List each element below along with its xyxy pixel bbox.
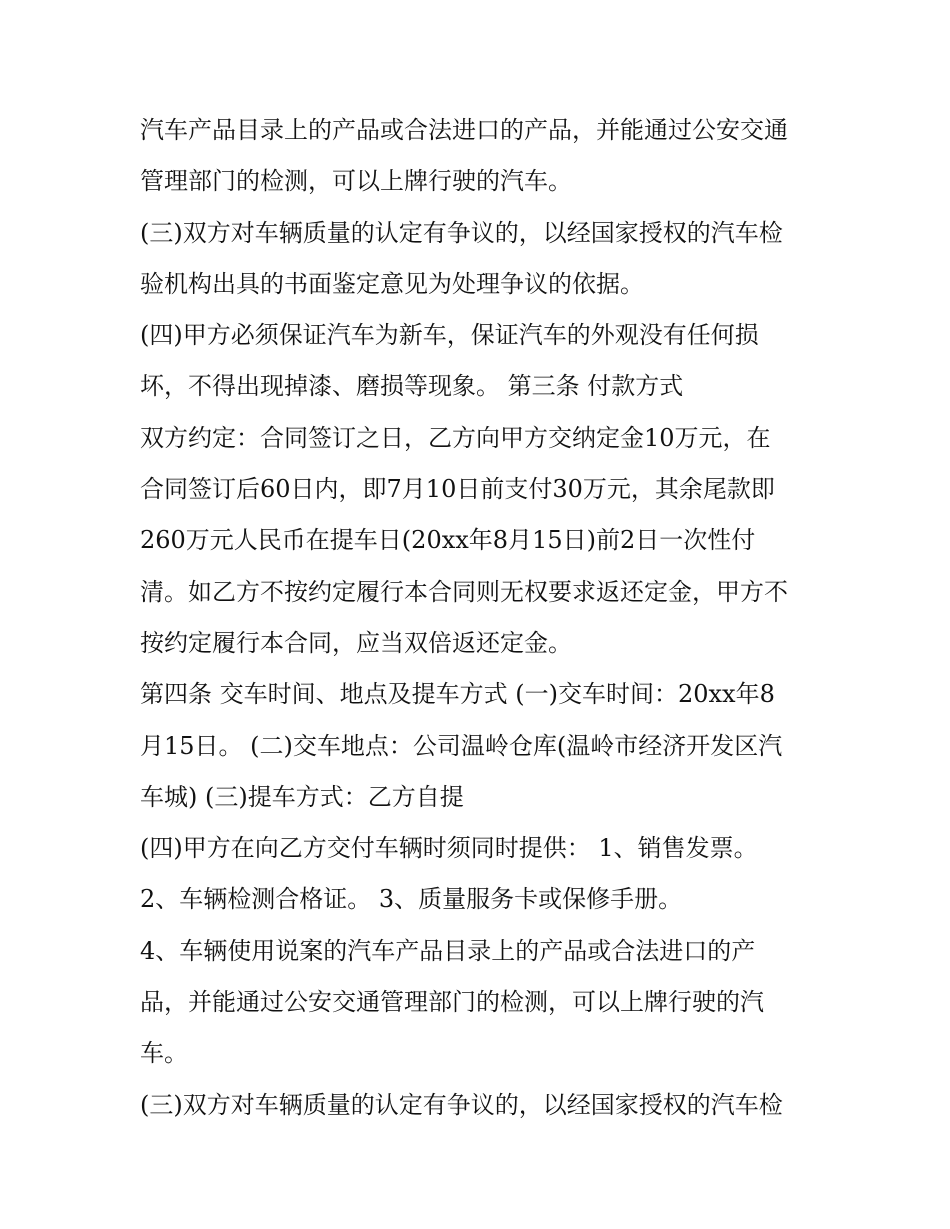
text-line: 坏，不得出现掉漆、磨损等现象。 第三条 付款方式 xyxy=(140,372,684,401)
text-line: 260万元人民币在提车日(20xx年8月15日)前2日一次性付 xyxy=(140,526,756,555)
text-line: (四)甲方必须保证汽车为新车，保证汽车的外观没有任何损 xyxy=(140,321,759,350)
text-line: (三)双方对车辆质量的认定有争议的，以经国家授权的汽车检 xyxy=(140,1090,783,1119)
text-line: 验机构出具的书面鉴定意见为处理争议的依据。 xyxy=(140,269,644,298)
text-line: 车城) (三)提车方式：乙方自提 xyxy=(140,782,464,811)
text-line: 双方约定：合同签订之日，乙方向甲方交纳定金10万元，在 xyxy=(140,423,771,452)
text-line: 月15日。 (二)交车地点：公司温岭仓库(温岭市经济开发区汽 xyxy=(140,731,783,760)
text-line: 清。如乙方不按约定履行本合同则无权要求返还定金，甲方不 xyxy=(140,577,788,606)
text-line: (四)甲方在向乙方交付车辆时须同时提供： 1、销售发票。 xyxy=(140,834,758,863)
text-line: 管理部门的检测，可以上牌行驶的汽车。 xyxy=(140,167,572,196)
text-line: 汽车产品目录上的产品或合法进口的产品，并能通过公安交通 xyxy=(140,116,788,144)
document-body xyxy=(140,105,820,1131)
text-line: 按约定履行本合同，应当双倍返还定金。 xyxy=(140,628,572,657)
text-line: 第四条 交车时间、地点及提车方式 (一)交车时间：20xx年8 xyxy=(140,680,775,709)
text-line: 车。 xyxy=(140,1039,188,1068)
text-line: (三)双方对车辆质量的认定有争议的，以经国家授权的汽车检 xyxy=(140,218,783,247)
text-line: 品，并能通过公安交通管理部门的检测，可以上牌行驶的汽 xyxy=(140,988,764,1017)
text-line: 2、车辆检测合格证。 3、质量服务卡或保修手册。 xyxy=(140,885,683,914)
text-line: 4、车辆使用说案的汽车产品目录上的产品或合法进口的产 xyxy=(140,936,756,965)
text-line: 合同签订后60日内，即7月10日前支付30万元，其余尾款即 xyxy=(140,475,775,504)
